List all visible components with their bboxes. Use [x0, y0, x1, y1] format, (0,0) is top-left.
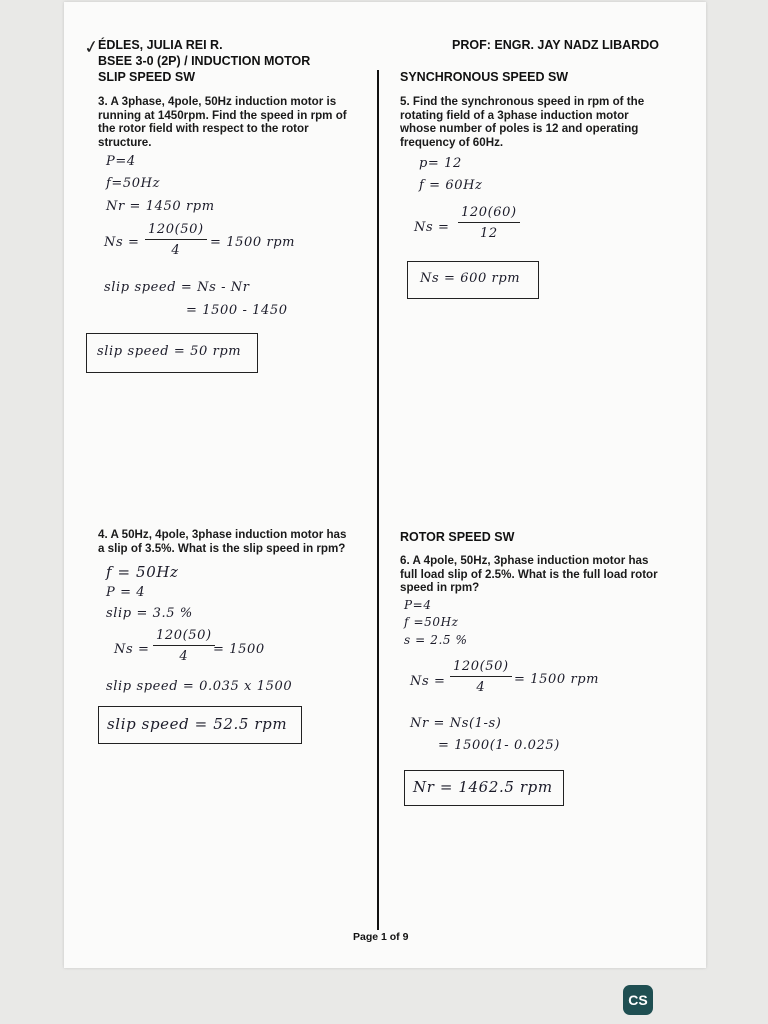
section-title-synchronous-speed: SYNCHRONOUS SPEED SW: [400, 70, 569, 84]
ns-label: Ns =: [414, 220, 450, 235]
ns-result: = 1500 rpm: [210, 235, 296, 250]
answer-text: slip speed = 50 rpm: [97, 344, 242, 359]
professor-name: PROF: ENGR. JAY NADZ LIBARDO: [452, 38, 659, 52]
slip-formula: slip speed = Ns - Nr: [104, 280, 250, 295]
answer-text: Nr = 1462.5 rpm: [413, 778, 553, 796]
ns-fraction: 120(50) 4: [145, 222, 207, 258]
answer-text: slip speed = 52.5 rpm: [107, 715, 288, 733]
camscanner-logo-icon: CS: [623, 985, 653, 1015]
ns-result: = 1500 rpm: [514, 672, 600, 687]
question-6: 6. A 4pole, 50Hz, 3phase induction motor has full load slip of 2.5%. What is the full load rotor speed in rpm?: [400, 554, 658, 595]
ns-label: Ns =: [410, 674, 446, 689]
answer-box: [86, 333, 258, 373]
given-frequency: f = 50Hz: [106, 563, 179, 581]
answer-box: [407, 261, 539, 299]
question-5: 5. Find the synchronous speed in rpm of the rotating field of a 3phase induction motor whose number of poles is 12 and operating frequency of 60Hz.: [400, 95, 645, 149]
given-frequency: f = 60Hz: [419, 178, 483, 193]
checkmark-icon: ✓: [82, 35, 101, 60]
ns-fraction: 120(50) 4: [153, 628, 215, 664]
ns-label: Ns =: [104, 235, 140, 250]
answer-text: Ns = 600 rpm: [420, 271, 521, 286]
slip-formula: slip speed = 0.035 x 1500: [106, 679, 293, 694]
column-divider: [377, 70, 379, 930]
given-frequency: f=50Hz: [106, 176, 161, 191]
question-4: 4. A 50Hz, 4pole, 3phase induction motor has a slip of 3.5%. What is the slip speed in rpm?: [98, 528, 347, 555]
given-poles: P=4: [106, 154, 136, 169]
page-number: Page 1 of 9: [353, 931, 409, 943]
nr-substitution: = 1500(1- 0.025): [438, 738, 560, 753]
ns-label: Ns =: [114, 642, 150, 657]
given-poles: p= 12: [419, 156, 462, 171]
given-rotor-speed: Nr = 1450 rpm: [106, 199, 215, 214]
ns-fraction: 120(60) 12: [458, 205, 520, 241]
section-title-rotor-speed: ROTOR SPEED SW: [400, 530, 515, 544]
answer-box: [404, 770, 564, 806]
given-slip: slip = 3.5 %: [106, 606, 193, 621]
slip-substitution: = 1500 - 1450: [186, 303, 288, 318]
question-3: 3. A 3phase, 4pole, 50Hz induction motor is running at 1450rpm. Find the speed in rpm of the rotor field with respect to the rotor structure.: [98, 95, 347, 149]
ns-fraction: 120(50) 4: [450, 659, 512, 695]
nr-formula: Nr = Ns(1-s): [410, 716, 502, 731]
section-title-slip-speed: SLIP SPEED SW: [98, 70, 196, 84]
given-frequency: f =50Hz: [404, 615, 459, 629]
given-poles: P=4: [404, 598, 432, 612]
given-poles: P = 4: [106, 585, 146, 600]
given-slip: s = 2.5 %: [404, 633, 468, 647]
answer-box: [98, 706, 302, 744]
course-section: BSEE 3-0 (2P) / INDUCTION MOTOR: [98, 54, 311, 68]
student-name: ÉDLES, JULIA REI R.: [98, 38, 223, 52]
ns-result: = 1500: [213, 642, 265, 657]
